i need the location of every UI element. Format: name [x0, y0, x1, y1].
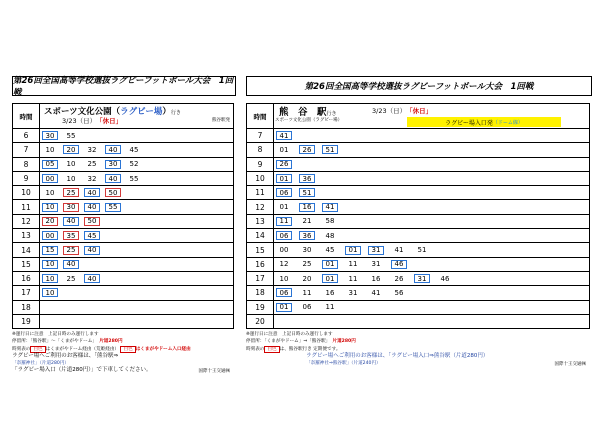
departure-minute: 11 [276, 217, 292, 226]
left-timetable-panel [12, 76, 234, 374]
hour-cell: 16 [13, 272, 40, 285]
departure-minute: 11 [325, 303, 335, 312]
departure-minute: 30 [105, 160, 121, 169]
minutes-cell [274, 188, 322, 197]
departure-minute: 25 [63, 246, 79, 255]
hour-cell: 13 [13, 229, 40, 242]
hour-cell: 11 [13, 200, 40, 213]
hour-cell: 18 [13, 301, 40, 314]
minutes-cell [274, 203, 345, 212]
minutes-cell [274, 288, 414, 297]
minutes-cell [40, 288, 63, 297]
departure-minute: 55 [129, 174, 139, 183]
hour-cell: 17 [13, 286, 40, 299]
departure-minute: 50 [84, 217, 100, 226]
timetable-row [13, 158, 233, 172]
timetable-row [247, 129, 589, 143]
hour-cell: 14 [13, 243, 40, 256]
hour-cell: 12 [247, 200, 274, 213]
departure-minute: 15 [42, 246, 58, 255]
departure-minute: 25 [87, 160, 97, 169]
departure-minute: 20 [42, 217, 58, 226]
departure-minute: 21 [302, 217, 312, 226]
departure-minute: 48 [325, 231, 335, 240]
timetable-row [13, 229, 233, 243]
departure-minute: 40 [84, 274, 100, 283]
minutes-cell [40, 231, 105, 240]
departure-minute: 51 [322, 145, 338, 154]
departure-minute: 41 [276, 131, 292, 140]
minutes-cell [40, 174, 147, 183]
minutes-cell [274, 145, 345, 154]
timetable-row [13, 272, 233, 286]
timetable-row [13, 186, 233, 200]
departure-minute: 00 [42, 231, 58, 240]
departure-minute: 16 [371, 274, 381, 283]
departure-minute: 40 [63, 217, 79, 226]
hour-cell: 18 [247, 286, 274, 299]
left-destination: スポーツ文化公園（ラグビー場）行き [44, 107, 181, 117]
minutes-cell [40, 160, 147, 169]
hour-cell: 6 [13, 129, 40, 142]
minutes-cell [40, 260, 84, 269]
departure-minute: 20 [63, 145, 79, 154]
departure-minute: 20 [302, 274, 312, 283]
departure-minute: 25 [63, 188, 79, 197]
hour-cell: 17 [247, 272, 274, 285]
minutes-cell [40, 145, 147, 154]
timetable-row [13, 215, 233, 229]
hour-cell: 7 [13, 143, 40, 156]
departure-minute: 26 [276, 160, 292, 169]
departure-minute: 01 [345, 246, 361, 255]
timetable-row [13, 129, 233, 143]
right-destination: 熊 谷 駅行き [279, 107, 337, 118]
departure-minute: 36 [299, 231, 315, 240]
departure-minute: 30 [63, 203, 79, 212]
timetable-row [247, 301, 589, 315]
timetable-row [13, 143, 233, 157]
timetable-row [13, 172, 233, 186]
hour-cell: 12 [13, 215, 40, 228]
hour-cell: 9 [247, 158, 274, 171]
departure-minute: 01 [279, 145, 289, 154]
departure-minute: 11 [302, 288, 312, 297]
right-credit: 国際十王交通㈱ [554, 361, 586, 367]
hour-cell: 19 [247, 301, 274, 314]
departure-minute: 45 [84, 231, 100, 240]
departure-minute: 32 [87, 174, 97, 183]
departure-minute: 50 [105, 188, 121, 197]
timetable-row [13, 301, 233, 315]
departure-minute: 16 [325, 288, 335, 297]
departure-minute: 10 [66, 160, 76, 169]
departure-minute: 56 [394, 288, 404, 297]
left-notes: ※運行日に注意 上記日時のみ運行します 停留所：「熊谷駅」～「くまがやドーム」 片道280円 時刻表の 白色 はくまがやドーム経由（荒姫経由） 白色 はくまがやドーム入口経由 ラグビー場へご利用のお客様は、「熊谷駅⇒ 「奈羅神社」（片道280円） 「ラグビー場入口（片道280円）」で下車してください。 国際十王交通㈱ [12, 332, 230, 375]
departure-minute: 32 [87, 145, 97, 154]
minutes-cell [40, 246, 105, 255]
left-hour-header: 時間 [13, 104, 40, 128]
departure-minute: 31 [414, 274, 430, 283]
holiday-label: 「休日」 [99, 117, 123, 125]
departure-minute: 40 [63, 260, 79, 269]
departure-minute: 11 [348, 260, 358, 269]
departure-minute: 10 [45, 188, 55, 197]
departure-minute: 41 [371, 288, 381, 297]
left-header-row [13, 104, 233, 129]
minutes-cell [274, 131, 299, 140]
departure-minute: 06 [276, 231, 292, 240]
minutes-cell [274, 231, 345, 240]
left-timetable [12, 103, 234, 329]
departure-minute: 55 [66, 131, 76, 140]
departure-minute: 10 [66, 174, 76, 183]
departure-minute: 30 [302, 246, 312, 255]
hour-cell: 15 [13, 258, 40, 271]
minutes-cell [40, 188, 126, 197]
departure-minute: 40 [84, 188, 100, 197]
departure-minute: 45 [129, 145, 139, 154]
departure-minute: 01 [276, 303, 292, 312]
departure-minute: 10 [42, 260, 58, 269]
hour-cell: 10 [247, 172, 274, 185]
hour-cell: 19 [13, 315, 40, 328]
timetable-row [247, 143, 589, 157]
departure-minute: 01 [279, 203, 289, 212]
departure-minute: 26 [299, 145, 315, 154]
departure-minute: 05 [42, 160, 58, 169]
departure-minute: 46 [391, 260, 407, 269]
minutes-cell [274, 246, 437, 255]
departure-minute: 55 [105, 203, 121, 212]
hour-cell: 8 [13, 158, 40, 171]
departure-minute: 51 [299, 188, 315, 197]
departure-minute: 41 [394, 246, 404, 255]
minutes-cell [274, 174, 322, 183]
green-label: スポーツ文化公園（ラグビー場） [275, 118, 343, 123]
timetable-row [247, 286, 589, 300]
minutes-cell [40, 203, 126, 212]
timetable-row [247, 186, 589, 200]
timetable-row [13, 258, 233, 272]
hour-cell: 16 [247, 258, 274, 271]
minutes-cell [274, 160, 299, 169]
departure-minute: 31 [368, 246, 384, 255]
departure-minute: 51 [417, 246, 427, 255]
departure-minute: 40 [84, 246, 100, 255]
timetable-row [247, 315, 589, 328]
timetable-row [247, 200, 589, 214]
departure-minute: 10 [279, 274, 289, 283]
minutes-cell [274, 303, 345, 312]
hour-cell: 9 [13, 172, 40, 185]
departure-minute: 01 [322, 274, 338, 283]
minutes-cell [40, 217, 105, 226]
hour-cell: 8 [247, 143, 274, 156]
hour-cell: 7 [247, 129, 274, 142]
left-departure-station: 熊谷駅発 [212, 118, 230, 123]
departure-minute: 12 [279, 260, 289, 269]
timetable-row [247, 229, 589, 243]
minutes-cell [40, 274, 105, 283]
minutes-cell [274, 274, 460, 283]
departure-minute: 35 [63, 231, 79, 240]
minutes-cell [274, 260, 414, 269]
departure-minute: 06 [276, 288, 292, 297]
timetable-row [13, 286, 233, 300]
departure-minute: 40 [105, 145, 121, 154]
departure-minute: 00 [42, 174, 58, 183]
rugby-field-label: ラグビー場 [120, 107, 163, 117]
right-notes: ※運行日に注意 上記日時のみ運行します 停留所：「くまがやドーム」⇒「熊谷駅」 片道280円 時刻表の 白色 は、熊谷駅行き 定期便です。 ラグビー場へご利用のお客様は、「ラグビー場入口⇒熊谷駅（片道280円） 「奈羅神社⇒熊谷駅」（片道240円） 国際十王交通㈱ [246, 332, 586, 367]
right-panel-title: 第26回全国高等学校選抜ラグビーフットボール大会 1回戦 [246, 76, 592, 96]
timetable-row [247, 215, 589, 229]
departure-minute: 16 [299, 203, 315, 212]
minutes-cell [40, 131, 84, 140]
departure-minute: 10 [42, 288, 58, 297]
timetable-row [247, 158, 589, 172]
departure-minute: 01 [322, 260, 338, 269]
departure-minute: 10 [42, 274, 58, 283]
left-date: 3/23（日） 「休日」 [62, 117, 123, 125]
left-credit: 国際十王交通㈱ [198, 369, 230, 375]
departure-minute: 01 [276, 174, 292, 183]
departure-minute: 52 [129, 160, 139, 169]
timetable-row [247, 243, 589, 257]
departure-minute: 25 [302, 260, 312, 269]
timetable-row [13, 315, 233, 328]
timetable-row [247, 172, 589, 186]
departure-minute: 26 [394, 274, 404, 283]
departure-minute: 36 [299, 174, 315, 183]
yellow-label-bar: ラグビー場入口発 （ドーム線） [407, 117, 561, 127]
departure-minute: 10 [45, 145, 55, 154]
departure-minute: 46 [440, 274, 450, 283]
departure-minute: 00 [279, 246, 289, 255]
departure-minute: 25 [66, 274, 76, 283]
departure-minute: 31 [371, 260, 381, 269]
departure-minute: 40 [84, 203, 100, 212]
departure-minute: 58 [325, 217, 335, 226]
timetable-row [247, 272, 589, 286]
left-rows [13, 129, 233, 328]
departure-minute: 06 [302, 303, 312, 312]
departure-minute: 31 [348, 288, 358, 297]
right-timetable [246, 103, 590, 329]
hour-cell: 13 [247, 215, 274, 228]
hour-cell: 20 [247, 315, 274, 328]
left-panel-title: 第26回全国高等学校選抜ラグビーフットボール大会 1回戦 [12, 76, 236, 96]
hour-cell: 11 [247, 186, 274, 199]
departure-minute: 45 [325, 246, 335, 255]
timetable-row [13, 200, 233, 214]
right-hour-header: 時間 [247, 104, 274, 128]
departure-minute: 41 [322, 203, 338, 212]
departure-minute: 40 [105, 174, 121, 183]
departure-minute: 30 [42, 131, 58, 140]
minutes-cell [274, 217, 345, 226]
right-timetable-panel [246, 76, 590, 367]
hour-cell: 14 [247, 229, 274, 242]
hour-cell: 15 [247, 243, 274, 256]
departure-minute: 11 [348, 274, 358, 283]
timetable-row [13, 243, 233, 257]
right-rows [247, 129, 589, 328]
right-date: 3/23（日） 「休日」 [372, 107, 433, 115]
timetable-row [247, 258, 589, 272]
departure-minute: 10 [42, 203, 58, 212]
holiday-label-right: 「休日」 [409, 107, 433, 115]
departure-minute: 06 [276, 188, 292, 197]
hour-cell: 10 [13, 186, 40, 199]
